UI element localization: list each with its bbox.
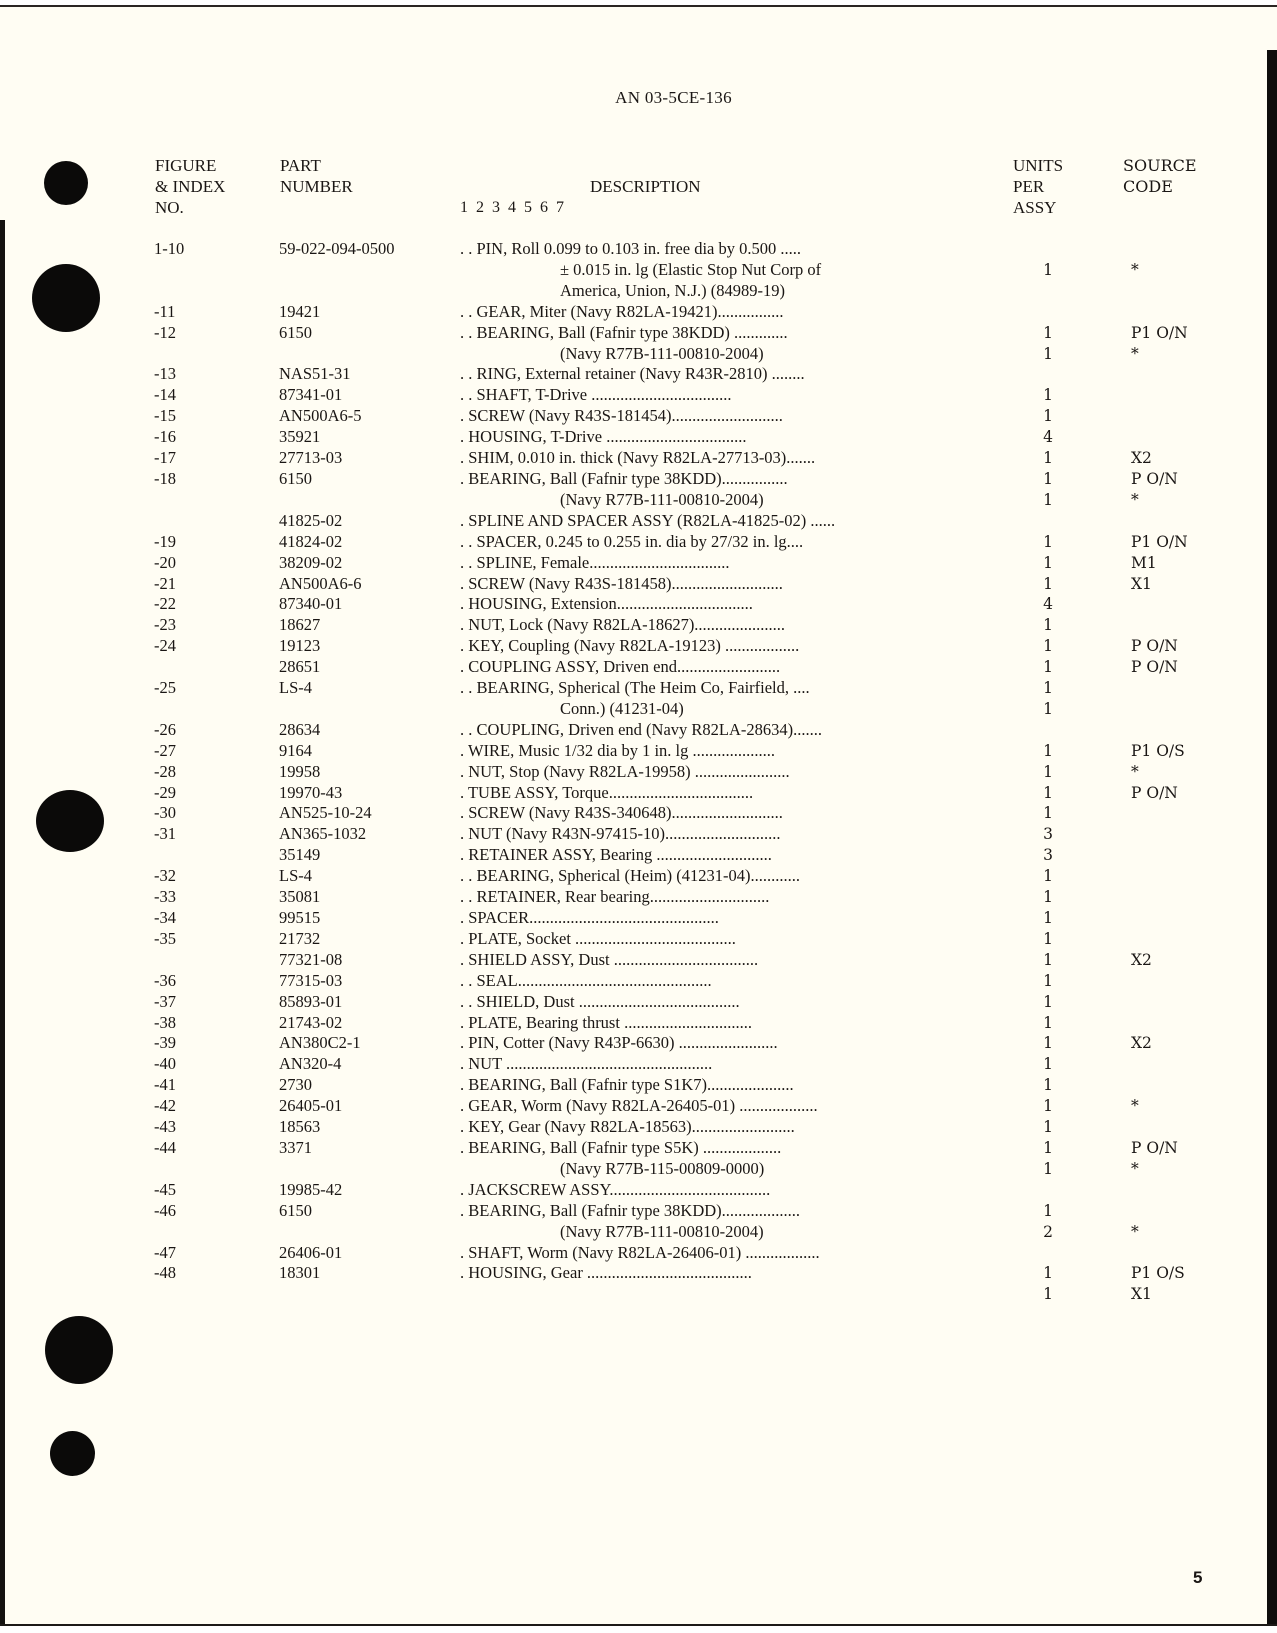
- part-number: 19123: [279, 636, 321, 656]
- figure-index: -46: [154, 1200, 176, 1220]
- units-per-assy: 1: [1043, 888, 1053, 907]
- figure-index: -19: [154, 531, 176, 551]
- description: . SPACER..............................................: [460, 908, 719, 927]
- units-per-assy: 1: [1043, 783, 1053, 802]
- part-number: 77315-03: [279, 970, 343, 990]
- description: (Navy R77B-111-00810-2004): [560, 489, 764, 509]
- figure-index: -27: [154, 740, 176, 760]
- units-per-assy: 1: [1043, 971, 1053, 990]
- units-per-assy: 1: [1043, 762, 1053, 781]
- units-per-assy: 1: [1043, 992, 1053, 1011]
- part-number: 19985-42: [279, 1179, 343, 1199]
- description: . . BEARING, Spherical (Heim) (41231-04)............: [460, 866, 801, 886]
- source-code: X1: [1131, 574, 1152, 593]
- source-code: *: [1131, 1097, 1139, 1116]
- figure-index: -22: [154, 594, 176, 614]
- table-row-continuation: [0, 260, 1277, 281]
- units-per-assy: 1: [1043, 469, 1053, 488]
- description: . BEARING, Ball (Fafnir type S1K7).....................: [460, 1075, 794, 1095]
- part-number: 41825-02: [279, 510, 343, 530]
- description: . . SEAL...............................................: [460, 970, 712, 990]
- units-per-assy: 3: [1043, 825, 1053, 844]
- description: . BEARING, Ball (Fafnir type 38KDD)...................: [460, 1200, 801, 1220]
- figure-index: 1-10: [154, 239, 185, 258]
- figure-index: -25: [154, 678, 176, 698]
- indent-level-numbers: 1 2 3 4 5 6 7: [460, 199, 566, 216]
- part-number: 35149: [279, 845, 321, 865]
- figure-index: -15: [154, 406, 176, 426]
- part-number: 35921: [279, 427, 321, 447]
- part-number: 19421: [279, 301, 321, 321]
- units-per-assy: 1: [1043, 637, 1053, 656]
- description: ± 0.015 in. lg (Elastic Stop Nut Corp of: [560, 259, 822, 279]
- figure-index: -18: [154, 468, 176, 488]
- units-per-assy: 1: [1043, 804, 1053, 823]
- description: . SCREW (Navy R43S-340648)...........................: [460, 803, 783, 823]
- figure-index: -33: [154, 887, 176, 907]
- units-per-assy: 1: [1043, 1159, 1053, 1178]
- part-number: 6150: [279, 322, 312, 342]
- document-id: AN 03-5CE-136: [615, 88, 732, 107]
- description: . SHIM, 0.010 in. thick (Navy R82LA-27713-03).......: [460, 448, 816, 468]
- units-per-assy: 1: [1043, 1264, 1053, 1283]
- part-number: 59-022-094-0500: [279, 239, 395, 258]
- part-number: 77321-08: [279, 949, 343, 969]
- part-number: 28634: [279, 719, 321, 739]
- units-per-assy: 1: [1043, 658, 1053, 677]
- description: . BEARING, Ball (Fafnir type S5K) ...................: [460, 1137, 782, 1157]
- figure-index: -14: [154, 385, 176, 405]
- part-number: 6150: [279, 1200, 312, 1220]
- description: . . SPLINE, Female..................................: [460, 552, 730, 572]
- source-code: P O/N: [1131, 783, 1178, 802]
- units-per-assy: 1: [1043, 1055, 1053, 1074]
- figure-index: -36: [154, 970, 176, 990]
- figure-index: -48: [154, 1263, 176, 1283]
- figure-index: -41: [154, 1075, 176, 1095]
- part-number: AN500A6-5: [279, 406, 362, 426]
- figure-index: -47: [154, 1242, 176, 1262]
- description: (Navy R77B-115-00809-0000): [560, 1158, 765, 1178]
- source-code: X2: [1131, 449, 1152, 468]
- description: America, Union, N.J.) (84989-19): [560, 280, 785, 300]
- part-number: 26406-01: [279, 1242, 343, 1262]
- part-number: 9164: [279, 740, 312, 760]
- figure-index: -43: [154, 1117, 176, 1137]
- description: . GEAR, Worm (Navy R82LA-26405-01) ...................: [460, 1096, 818, 1116]
- column-header-units-per-assy: UNITS PER ASSY: [1013, 156, 1064, 217]
- units-per-assy: 1: [1043, 490, 1053, 509]
- description: Conn.) (41231-04): [560, 698, 684, 718]
- part-number: 38209-02: [279, 552, 343, 572]
- description: . . SHAFT, T-Drive ..................................: [460, 385, 732, 405]
- figure-index: -37: [154, 991, 176, 1011]
- source-code: *: [1131, 1222, 1139, 1241]
- description: . . PIN, Roll 0.099 to 0.103 in. free dia by 0.500 .....: [460, 239, 801, 258]
- part-number: 35081: [279, 887, 321, 907]
- units-per-assy: 1: [1043, 574, 1053, 593]
- units-per-assy: 1: [1043, 1201, 1053, 1220]
- figure-index: -44: [154, 1137, 176, 1157]
- units-per-assy: 1: [1043, 929, 1053, 948]
- table-row-continuation: [0, 1159, 1277, 1180]
- figure-index: -40: [154, 1054, 176, 1074]
- units-per-assy: 1: [1043, 699, 1053, 718]
- table-row: [0, 1263, 1277, 1304]
- figure-index: -31: [154, 824, 176, 844]
- figure-index: -32: [154, 866, 176, 886]
- figure-index: -23: [154, 615, 176, 635]
- units-per-assy: 1: [1043, 1138, 1053, 1157]
- description: (Navy R77B-111-00810-2004): [560, 343, 764, 363]
- units-per-assy: 1: [1043, 616, 1053, 635]
- units-per-assy: 1: [1043, 867, 1053, 886]
- description: . NUT, Lock (Navy R82LA-18627)......................: [460, 615, 786, 635]
- figure-index: -20: [154, 552, 176, 572]
- table-row-continuation: [0, 1222, 1277, 1243]
- description: . . RING, External retainer (Navy R43R-2810) ........: [460, 364, 805, 384]
- figure-index: -30: [154, 803, 176, 823]
- source-code: P O/N: [1131, 637, 1178, 656]
- column-header-part-number: PART NUMBER: [280, 156, 353, 196]
- part-number: 2730: [279, 1075, 312, 1095]
- part-number: AN525-10-24: [279, 803, 372, 823]
- units-per-assy: 3: [1043, 846, 1053, 865]
- description: . PLATE, Bearing thrust ...............................: [460, 1012, 752, 1032]
- units-per-assy: 4: [1043, 428, 1053, 447]
- description: . SPLINE AND SPACER ASSY (R82LA-41825-02) ......: [460, 510, 836, 530]
- description: . SCREW (Navy R43S-181454)...........................: [460, 406, 783, 426]
- source-code: P1 O/N: [1131, 532, 1188, 551]
- figure-index: -11: [154, 301, 176, 321]
- source-code: P1 O/N: [1131, 323, 1188, 342]
- description: . TUBE ASSY, Torque...................................: [460, 782, 754, 802]
- part-number: 87341-01: [279, 385, 343, 405]
- description: . . COUPLING, Driven end (Navy R82LA-28634).......: [460, 719, 823, 739]
- source-code: P O/N: [1131, 469, 1178, 488]
- page-number: 5: [1193, 1568, 1203, 1587]
- table-row-continuation: [0, 490, 1277, 511]
- figure-index: -26: [154, 719, 176, 739]
- part-number: 99515: [279, 908, 321, 927]
- figure-index: -38: [154, 1012, 176, 1032]
- description: . PLATE, Socket .......................................: [460, 928, 736, 948]
- parts-list: [0, 239, 1277, 1304]
- part-number: 18563: [279, 1117, 321, 1137]
- figure-index: -34: [154, 908, 176, 927]
- units-per-assy: 1: [1043, 1285, 1053, 1304]
- description: . NUT, Stop (Navy R82LA-19958) .......................: [460, 761, 790, 781]
- figure-index: -45: [154, 1179, 176, 1199]
- description: . SHIELD ASSY, Dust ...................................: [460, 949, 759, 969]
- figure-index: -17: [154, 448, 176, 468]
- units-per-assy: 1: [1043, 344, 1053, 363]
- part-number: 21743-02: [279, 1012, 343, 1032]
- description: . . SHIELD, Dust .......................................: [460, 991, 740, 1011]
- description: . WIRE, Music 1/32 dia by 1 in. lg ....................: [460, 740, 776, 760]
- source-code: P O/N: [1131, 658, 1178, 677]
- table-row-continuation: [0, 344, 1277, 365]
- table-row-continuation: [0, 281, 1277, 302]
- source-code: *: [1131, 1159, 1139, 1178]
- figure-index: -13: [154, 364, 176, 384]
- description: . KEY, Coupling (Navy R82LA-19123) ..................: [460, 636, 800, 656]
- units-per-assy: 1: [1043, 386, 1053, 405]
- part-number: AN365-1032: [279, 824, 367, 844]
- source-code: P1 O/S: [1131, 741, 1185, 760]
- scan-bottom-edge: [0, 1624, 1277, 1633]
- part-number: 21732: [279, 928, 321, 948]
- figure-index: -16: [154, 427, 176, 447]
- part-number: AN320-4: [279, 1054, 342, 1074]
- description: . HOUSING, Extension.................................: [460, 594, 753, 614]
- units-per-assy: 1: [1043, 1118, 1053, 1137]
- source-code: X2: [1131, 950, 1152, 969]
- scan-top-edge: [0, 0, 1277, 8]
- description: . SCREW (Navy R43S-181458)...........................: [460, 573, 783, 593]
- units-per-assy: 1: [1043, 741, 1053, 760]
- part-number: AN380C2-1: [279, 1033, 361, 1053]
- part-number: 87340-01: [279, 594, 343, 614]
- units-per-assy: 1: [1043, 1013, 1053, 1032]
- part-number: 3371: [279, 1137, 312, 1157]
- source-code: *: [1131, 344, 1139, 363]
- description: . HOUSING, Gear ........................................: [460, 1263, 752, 1283]
- description: . BEARING, Ball (Fafnir type 38KDD)................: [460, 468, 788, 488]
- figure-index: -12: [154, 322, 176, 342]
- part-number: AN500A6-6: [279, 573, 362, 593]
- units-per-assy: 1: [1043, 260, 1053, 279]
- figure-index: -35: [154, 928, 176, 948]
- figure-index: -21: [154, 573, 176, 593]
- figure-index: -42: [154, 1096, 176, 1116]
- figure-index: -28: [154, 761, 176, 781]
- figure-index: -39: [154, 1033, 176, 1053]
- part-number: LS-4: [279, 866, 312, 886]
- punch-hole-4: [45, 1316, 113, 1384]
- column-header-source-code: SOURCE CODE: [1123, 156, 1197, 196]
- description: . COUPLING ASSY, Driven end.........................: [460, 657, 781, 677]
- part-number: 18301: [279, 1263, 321, 1283]
- units-per-assy: 1: [1043, 1076, 1053, 1095]
- part-number: 6150: [279, 468, 312, 488]
- description: . . RETAINER, Rear bearing.............................: [460, 887, 770, 907]
- description: (Navy R77B-111-00810-2004): [560, 1221, 764, 1241]
- description: . HOUSING, T-Drive ..................................: [460, 427, 747, 447]
- part-number: 85893-01: [279, 991, 343, 1011]
- units-per-assy: 1: [1043, 553, 1053, 572]
- description: . . BEARING, Ball (Fafnir type 38KDD) .............: [460, 322, 788, 342]
- part-number: NAS51-31: [279, 364, 351, 384]
- source-code: P O/N: [1131, 1138, 1178, 1157]
- description: . . BEARING, Spherical (The Heim Co, Fairfield, ....: [460, 678, 810, 698]
- units-per-assy: 1: [1043, 449, 1053, 468]
- source-code: P1 O/S: [1131, 1264, 1185, 1283]
- units-per-assy: 2: [1043, 1222, 1053, 1241]
- description: . . SPACER, 0.245 to 0.255 in. dia by 27/32 in. lg....: [460, 531, 804, 551]
- description: . RETAINER ASSY, Bearing ............................: [460, 845, 772, 865]
- part-number: 26405-01: [279, 1096, 343, 1116]
- source-code: *: [1131, 490, 1139, 509]
- punch-hole-1: [44, 161, 88, 205]
- source-code: *: [1131, 260, 1139, 279]
- source-code: X2: [1131, 1034, 1152, 1053]
- figure-index: -29: [154, 782, 176, 802]
- units-per-assy: 1: [1043, 950, 1053, 969]
- figure-index: -24: [154, 636, 176, 656]
- units-per-assy: 1: [1043, 323, 1053, 342]
- description: . KEY, Gear (Navy R82LA-18563).........................: [460, 1117, 795, 1137]
- description: . SHAFT, Worm (Navy R82LA-26406-01) ..................: [460, 1242, 820, 1262]
- part-number: LS-4: [279, 678, 312, 698]
- units-per-assy: 1: [1043, 909, 1053, 927]
- source-code: M1: [1131, 553, 1157, 572]
- part-number: 19970-43: [279, 782, 343, 802]
- table-row-continuation: [0, 699, 1277, 720]
- units-per-assy: 1: [1043, 1097, 1053, 1116]
- description: . . GEAR, Miter (Navy R82LA-19421)................: [460, 301, 784, 321]
- part-number: 28651: [279, 657, 321, 677]
- description: . NUT ..................................................: [460, 1054, 713, 1074]
- units-per-assy: 1: [1043, 407, 1053, 426]
- units-per-assy: 1: [1043, 532, 1053, 551]
- description: . NUT (Navy R43N-97415-10)............................: [460, 824, 781, 844]
- units-per-assy: 1: [1043, 679, 1053, 698]
- part-number: 19958: [279, 761, 321, 781]
- column-header-figure-index: FIGURE & INDEX NO.: [155, 156, 226, 217]
- source-code: X1: [1131, 1285, 1152, 1304]
- description: . PIN, Cotter (Navy R43P-6630) ........................: [460, 1033, 778, 1053]
- source-code: *: [1131, 762, 1139, 781]
- units-per-assy: 4: [1043, 595, 1053, 614]
- units-per-assy: 1: [1043, 1034, 1053, 1053]
- part-number: 41824-02: [279, 531, 343, 551]
- part-number: 18627: [279, 615, 321, 635]
- description: . JACKSCREW ASSY.......................................: [460, 1179, 771, 1199]
- punch-hole-5: [50, 1431, 95, 1476]
- part-number: 27713-03: [279, 448, 343, 468]
